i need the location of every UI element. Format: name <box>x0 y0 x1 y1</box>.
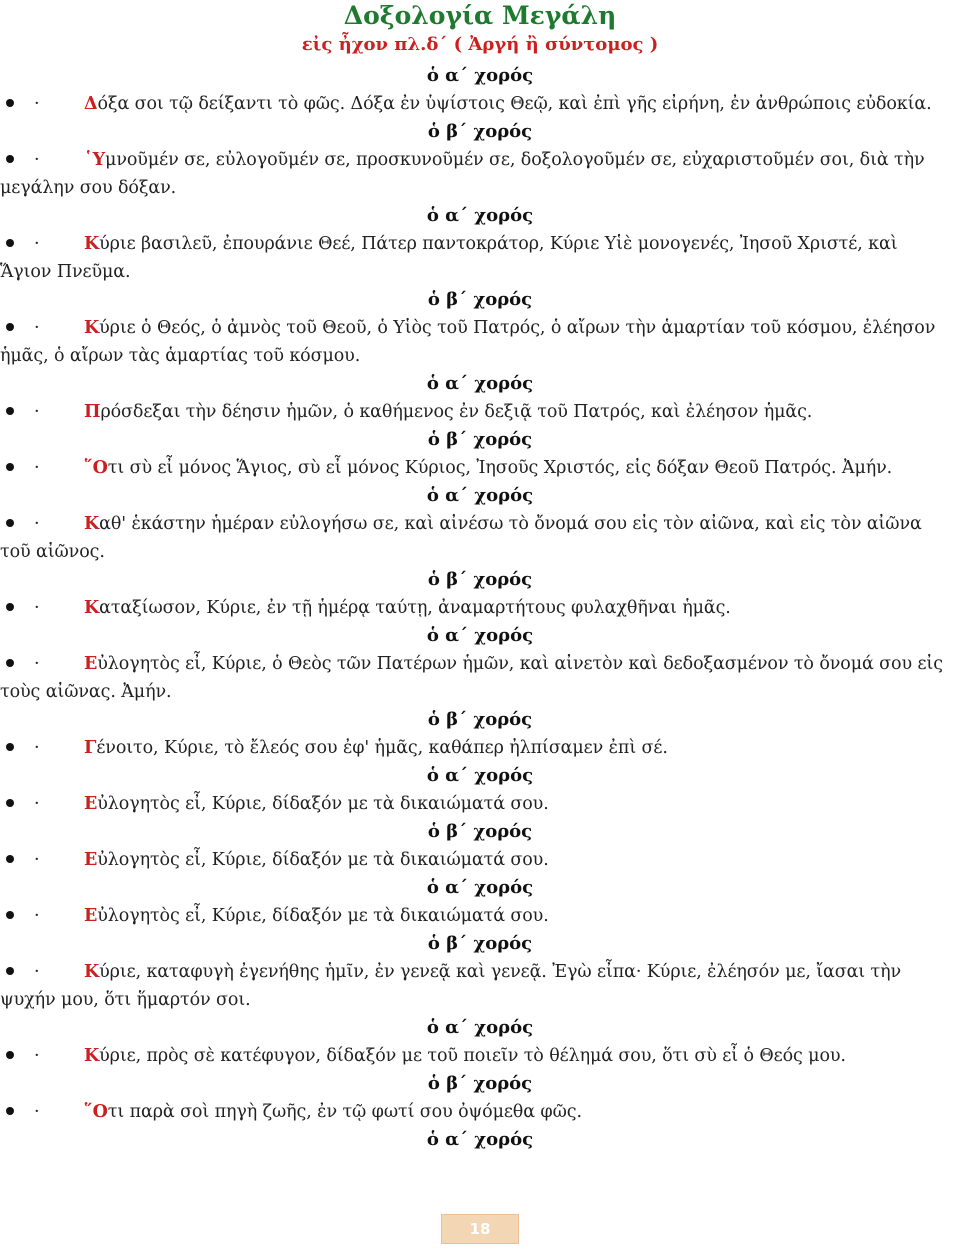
choir-heading: ὁ β΄ χορός <box>427 1073 533 1094</box>
verse-text: ὐλογητὸς εἶ, Κύριε, δίδαξόν με τὰ δικαιώματά σου. <box>97 794 549 814</box>
verse-item <box>0 846 960 874</box>
verse-initial-letter: Κ <box>84 1046 100 1066</box>
verse-text: τι παρὰ σοὶ πηγὴ ζωῆς, ἐν τῷ φωτί σου ὀψόμεθα φῶς. <box>107 1102 582 1122</box>
verse-text: ὐλογητὸς εἶ, Κύριε, ὁ Θεὸς τῶν Πατέρων ἡμῶν, καὶ αἰνετὸν καὶ δεδοξασμένον τὸ ὄνομά σου εἰς τοὺς αἰῶνας. Ἀμήν. <box>0 654 943 702</box>
middle-dot-mark: · <box>34 794 40 814</box>
verse-item <box>0 454 960 482</box>
middle-dot-mark: · <box>34 598 40 618</box>
verse-item <box>0 734 960 762</box>
verse-item <box>0 1098 960 1126</box>
verse-initial-letter: Ε <box>84 850 98 870</box>
choir-heading: ὁ α΄ χορός <box>426 373 534 394</box>
middle-dot-mark: · <box>34 94 40 114</box>
verse-text: ύριε, πρὸς σὲ κατέφυγον, δίδαξόν με τοῦ ποιεῖν τὸ θέλημά σου, ὅτι σὺ εἶ ὁ Θεός μου. <box>99 1046 846 1066</box>
verse-item <box>0 230 960 286</box>
middle-dot-mark: · <box>34 654 40 674</box>
middle-dot-mark: · <box>34 850 40 870</box>
choir-heading: ὁ α΄ χορός <box>426 1017 534 1038</box>
bullet-icon <box>6 967 14 975</box>
verse-text: τι σὺ εἶ μόνος Ἅγιος, σὺ εἶ μόνος Κύριος, Ἰησοῦς Χριστός, εἰς δόξαν Θεοῦ Πατρός. Ἀμήν. <box>107 458 893 478</box>
verse-item <box>0 594 960 622</box>
verse-text: ύριε, καταφυγὴ ἐγενήθης ἡμῖν, ἐν γενεᾷ καὶ γενεᾷ. Ἐγὼ εἶπα· Κύριε, ἐλέησόν με, ἴασαι τὴν ψυχήν μου, ὅτι ἥμαρτόν σοι. <box>0 962 902 1010</box>
bullet-icon <box>6 519 14 527</box>
verse-text: αταξίωσον, Κύριε, ἐν τῇ ἡμέρᾳ ταύτῃ, ἀναμαρτήτους φυλαχθῆναι ἡμᾶς. <box>99 598 731 618</box>
verse-item <box>0 958 960 1014</box>
bullet-icon <box>6 99 14 107</box>
choir-heading: ὁ α΄ χορός <box>426 877 534 898</box>
bullet-icon <box>6 323 14 331</box>
bullet-icon <box>6 407 14 415</box>
verse-item <box>0 650 960 706</box>
middle-dot-mark: · <box>34 738 40 758</box>
verse-initial-letter: Κ <box>84 514 100 534</box>
choir-heading: ὁ α΄ χορός <box>426 485 534 506</box>
middle-dot-mark: · <box>34 402 40 422</box>
bullet-icon <box>6 1051 14 1059</box>
verse-initial-letter: Ε <box>84 654 98 674</box>
verse-item <box>0 1042 960 1070</box>
verse-item <box>0 790 960 818</box>
verse-initial-letter: Ε <box>84 794 98 814</box>
verse-initial-letter: Π <box>84 402 101 422</box>
choir-heading: ὁ α΄ χορός <box>426 625 534 646</box>
bullet-icon <box>6 1107 14 1115</box>
choir-heading: ὁ β΄ χορός <box>427 933 533 954</box>
middle-dot-mark: · <box>34 150 40 170</box>
bullet-icon <box>6 799 14 807</box>
verse-text: μνοῦμέν σε, εὐλογοῦμέν σε, προσκυνοῦμέν σε, δοξολογοῦμέν σε, εὐχαριστοῦμέν σοι, διὰ τὴν μεγάλην σου δόξαν. <box>0 150 925 198</box>
verse-initial-letter: Κ <box>84 318 100 338</box>
verse-text: ένοιτο, Κύριε, τὸ ἔλεός σου ἐφ' ἡμᾶς, καθάπερ ἠλπίσαμεν ἐπὶ σέ. <box>96 738 668 758</box>
verse-text: ὐλογητὸς εἶ, Κύριε, δίδαξόν με τὰ δικαιώματά σου. <box>97 906 549 926</box>
hymn-verses <box>0 62 960 1154</box>
bullet-icon <box>6 743 14 751</box>
choir-heading: ὁ β΄ χορός <box>427 821 533 842</box>
verse-text: ύριε βασιλεῦ, ἐπουράνιε Θεέ, Πάτερ παντοκράτορ, Κύριε Υἱὲ μονογενές, Ἰησοῦ Χριστέ, καὶ Ἅγιον Πνεῦμα. <box>0 234 898 282</box>
verse-initial-letter: ῞Ο <box>84 1102 108 1122</box>
bullet-icon <box>6 855 14 863</box>
choir-heading: ὁ β΄ χορός <box>427 709 533 730</box>
middle-dot-mark: · <box>34 514 40 534</box>
bullet-icon <box>6 659 14 667</box>
bullet-icon <box>6 911 14 919</box>
verse-initial-letter: Δ <box>84 94 98 114</box>
verse-text: ρόσδεξαι τὴν δέησιν ἡμῶν, ὁ καθήμενος ἐν δεξιᾷ τοῦ Πατρός, καὶ ἐλέησον ἡμᾶς. <box>100 402 813 422</box>
choir-heading: ὁ α΄ χορός <box>426 1129 534 1150</box>
verse-item <box>0 398 960 426</box>
verse-item <box>0 90 960 118</box>
verse-text: αθ' ἑκάστην ἡμέραν εὐλογήσω σε, καὶ αἰνέσω τὸ ὄνομά σου εἰς τὸν αἰῶνα, καὶ εἰς τὸν αἰῶνα τοῦ αἰῶνος. <box>0 514 922 562</box>
choir-heading: ὁ α΄ χορός <box>426 65 534 86</box>
verse-item <box>0 902 960 930</box>
verse-item <box>0 314 960 370</box>
verse-text: όξα σοι τῷ δείξαντι τὸ φῶς. Δόξα ἐν ὑψίστοις Θεῷ, καὶ ἐπὶ γῆς εἰρήνη, ἐν ἀνθρώποις εὐδοκία. <box>97 94 932 114</box>
verse-item <box>0 146 960 202</box>
verse-initial-letter: ῾Υ <box>84 150 106 170</box>
bullet-icon <box>6 239 14 247</box>
middle-dot-mark: · <box>34 234 40 254</box>
page-title: Δοξολογία Μεγάλη <box>343 1 617 30</box>
choir-heading: ὁ β΄ χορός <box>427 289 533 310</box>
choir-heading: ὁ α΄ χορός <box>426 765 534 786</box>
verse-text: ύριε ὁ Θεός, ὁ ἀμνὸς τοῦ Θεοῦ, ὁ Υἱὸς τοῦ Πατρός, ὁ αἴρων τὴν ἁμαρτίαν τοῦ κόσμου, ἐλέησον ἡμᾶς, ὁ αἴρων τὰς ἁμαρτίας τοῦ κόσμου. <box>0 318 936 366</box>
middle-dot-mark: · <box>34 1046 40 1066</box>
bullet-icon <box>6 603 14 611</box>
verse-initial-letter: Κ <box>84 598 100 618</box>
middle-dot-mark: · <box>34 318 40 338</box>
choir-heading: ὁ β΄ χορός <box>427 429 533 450</box>
bullet-icon <box>6 463 14 471</box>
verse-initial-letter: Κ <box>84 962 100 982</box>
choir-heading: ὁ β΄ χορός <box>427 121 533 142</box>
page-subtitle: εἰς ἦχον πλ.δ΄ ( Ἀργή ἢ σύντομος ) <box>301 34 659 55</box>
verse-initial-letter: Κ <box>84 234 100 254</box>
middle-dot-mark: · <box>34 906 40 926</box>
verse-initial-letter: Γ <box>84 738 97 758</box>
middle-dot-mark: · <box>34 458 40 478</box>
verse-initial-letter: Ε <box>84 906 98 926</box>
choir-heading: ὁ α΄ χορός <box>426 205 534 226</box>
middle-dot-mark: · <box>34 1102 40 1122</box>
middle-dot-mark: · <box>34 962 40 982</box>
verse-text: ὐλογητὸς εἶ, Κύριε, δίδαξόν με τὰ δικαιώματά σου. <box>97 850 549 870</box>
bullet-icon <box>6 155 14 163</box>
verse-initial-letter: ῞Ο <box>84 458 108 478</box>
page-number: 18 <box>441 1214 519 1244</box>
choir-heading: ὁ β΄ χορός <box>427 569 533 590</box>
verse-item <box>0 510 960 566</box>
